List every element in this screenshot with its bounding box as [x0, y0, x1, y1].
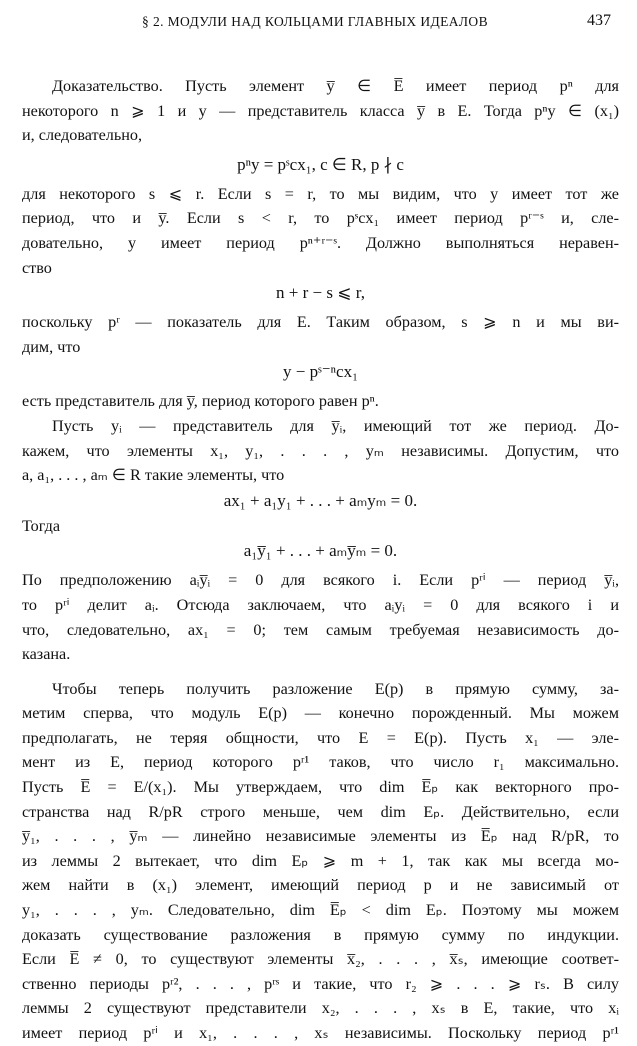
display-formula: a₁y̅₁ + . . . + aₘy̅ₘ = 0. — [243, 541, 398, 561]
text-line: и, следовательно, — [22, 126, 143, 145]
text-line: жем найти в (x₁) элемент, имеющий период p и не зависимый от — [22, 876, 619, 895]
text-line: для некоторого s ⩽ r. Если s = r, то мы видим, что y имеет тот же — [22, 184, 619, 203]
text-line: a, a₁, . . . , aₘ ∈ R такие элементы, что — [22, 466, 285, 485]
text-line: Тогда — [22, 516, 61, 535]
text-line: казана. — [22, 645, 71, 664]
text-line: дим, что — [22, 337, 81, 356]
text-line: из леммы 2 вытекает, что dim Eₚ ⩾ m + 1, так как мы всегда мо- — [22, 851, 619, 870]
text-line: Доказательство. Пусть элемент y̅ ∈ E̅ имеет период pⁿ для — [52, 77, 619, 95]
text-line: ство — [22, 258, 52, 277]
running-head: § 2. МОДУЛИ НАД КОЛЬЦАМИ ГЛАВНЫХ ИДЕАЛОВ — [142, 14, 488, 29]
text-line: ственно периоды pʳ², . . . , pʳˢ и такие, что r₂ ⩾ . . . ⩾ rₛ. В силу — [22, 974, 619, 993]
text-line: предполагать, не теряя общности, что E = E(p). Пусть x₁ — эле- — [22, 728, 619, 747]
text-line: По предположению aᵢy̅ᵢ = 0 для всякого i. Если pʳⁱ — период y̅ᵢ, — [22, 571, 619, 590]
text-line: доказать существование разложения в прямую сумму по индукции. — [22, 925, 619, 944]
text-line: довательно, y имеет период pⁿ⁺ʳ⁻ˢ. Должно выполняться неравен- — [22, 233, 619, 252]
text-line: то pʳⁱ делит aᵢ. Отсюда заключаем, что aᵢyᵢ = 0 для всякого i и — [22, 595, 619, 614]
text-line: имеет период pʳⁱ и x₁, . . . , xₛ независимы. Поскольку период pʳ¹ — [22, 1024, 619, 1042]
page-number: 437 — [587, 12, 611, 29]
text-line: мент из E, период которого pʳ¹ таков, что число r₁ максимально. — [22, 753, 619, 772]
text-line: Пусть yᵢ — представитель для y̅ᵢ, имеющий тот же период. До- — [52, 416, 619, 435]
text-line: поскольку pʳ — показатель для E. Таким образом, s ⩾ n и мы ви- — [22, 313, 619, 332]
text-line: что, следовательно, ax₁ = 0; тем самым требуемая независимость до- — [22, 620, 619, 639]
text-line: кажем, что элементы x₁, y₁, . . . , yₘ независимы. Допустим, что — [22, 441, 619, 460]
text-line: есть представитель для y̅, период которого равен pⁿ. — [22, 392, 379, 411]
text-line: странства над R/pR строго меньше, чем dim Eₚ. Действительно, если — [22, 802, 619, 821]
display-formula: y − pˢ⁻ⁿcx₁ — [283, 362, 358, 382]
text-line: леммы 2 существуют представители x₂, . . . , xₛ в E, такие, что xᵢ — [22, 999, 619, 1018]
text-line: y̅₁, . . . , y̅ₘ — линейно независимые элементы из E̅ₚ над R/pR, то — [22, 827, 619, 846]
text-line: y₁, . . . , yₘ. Следовательно, dim E̅ₚ < dim Eₚ. Поэтому мы можем — [22, 901, 619, 920]
text-line: метим сперва, что модуль E(p) — конечно порожденный. Мы можем — [22, 704, 619, 723]
text-line: период, что и y̅. Если s < r, то pˢcx₁ имеет период pʳ⁻ˢ и, сле- — [22, 209, 619, 228]
display-formula: n + r − s ⩽ r, — [276, 283, 365, 303]
text-line: Чтобы теперь получить разложение E(p) в прямую сумму, за- — [52, 679, 619, 698]
page-body — [22, 74, 619, 1046]
text-line: Пусть E̅ = E/(x₁). Мы утверждаем, что dim E̅ₚ как векторного про- — [22, 778, 619, 797]
display-formula: pⁿy = pˢcx₁, c ∈ R, p ∤ c — [237, 154, 404, 174]
text-line: некоторого n ⩾ 1 и y — представитель класса y̅ в E. Тогда pⁿy ∈ (x₁) — [22, 101, 619, 120]
display-formula: ax₁ + a₁y₁ + . . . + aₘyₘ = 0. — [223, 490, 418, 510]
text-line: Если E̅ ≠ 0, то существуют элементы x̅₂, . . . , x̅ₛ, имеющие соответ- — [22, 950, 619, 969]
